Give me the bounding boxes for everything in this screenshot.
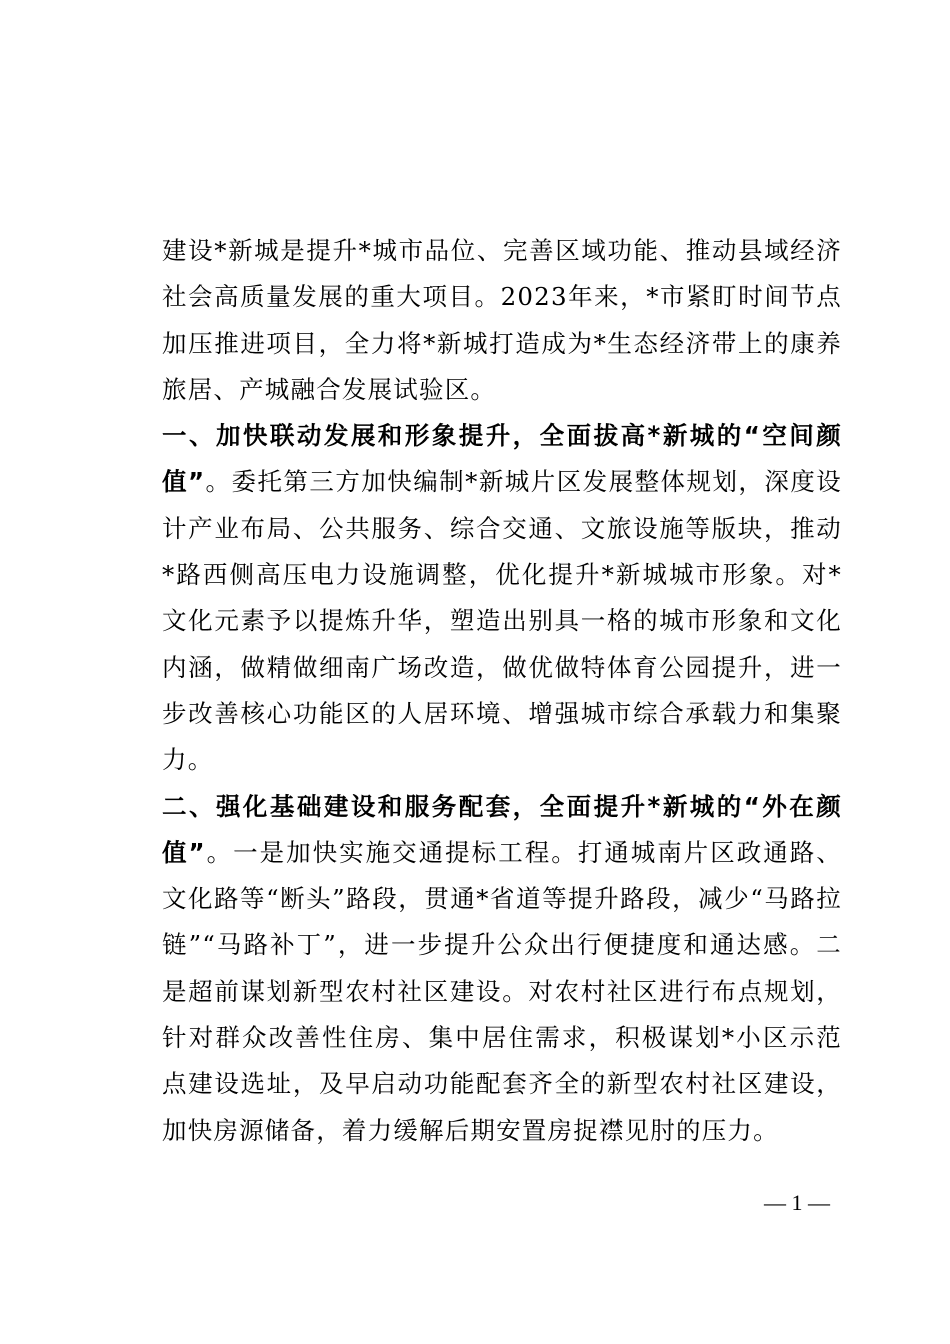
section-2-text: 。一是加快实施交通提标工程。打通城南片区政通路、文化路等“断头”路段，贯通*省道等提升路段，减少“马路拉链”“马路补丁”，进一步提升公众出行便捷度和通达感。二是超前谋划新型农村社区建设。对农村社区进行布点规划，针对群众改善性住房、集中居住需求，积极谋划*小区示范点建设选址，及早启动功能配套齐全的新型农村社区建设，加快房源储备，着力缓解后期安置房捉襟见肘的压力。 [162,837,842,1145]
section-1-heading: 一、加快联动发展和形象提升，全面拔高*新城的“空间颜值” [162,421,842,497]
page-number: — 1 — [764,1190,830,1215]
section-2-heading: 二、强化基础建设和服务配套，全面提升*新城的“外在颜值” [162,791,842,867]
paragraph-section-1 [162,413,842,783]
document-body [162,228,842,1154]
section-1-text: 。委托第三方加快编制*新城片区发展整体规划，深度设计产业布局、公共服务、综合交通、文旅设施等版块，推动*路西侧高压电力设施调整，优化提升*新城城市形象。对*文化元素予以提炼升华，塑造出别具一格的城市形象和文化内涵，做精做细南广场改造，做优做特体育公园提升，进一步改善核心功能区的人居环境、增强城市综合承载力和集聚力。 [162,467,842,775]
paragraph-intro [162,228,842,413]
paragraph-text: 建设*新城是提升*城市品位、完善区域功能、推动县域经济社会高质量发展的重大项目。2023年来，*市紧盯时间节点加压推进项目，全力将*新城打造成为*生态经济带上的康养旅居、产城融合发展试验区。 [162,236,842,404]
paragraph-section-2 [162,784,842,1154]
